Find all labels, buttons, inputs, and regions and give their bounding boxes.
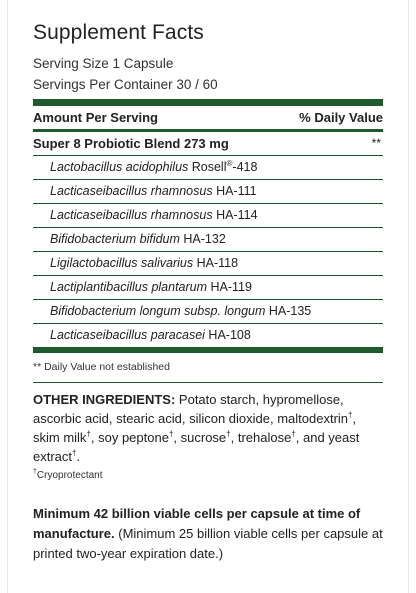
ingredient-text: , soy peptone: [90, 430, 169, 445]
strain-row: [33, 228, 383, 252]
strain-row: [33, 300, 383, 324]
amount-per-serving-header: Amount Per Serving: [33, 110, 158, 125]
blend-name: Super 8 Probiotic Blend 273 mg: [33, 136, 229, 151]
strain-list: [33, 156, 383, 348]
strain-species: Bifidobacterium longum subsp. longum: [50, 304, 266, 318]
serving-size: Serving Size 1 Capsule: [33, 56, 174, 71]
dagger-mark: †: [291, 429, 296, 439]
strain-row: [33, 324, 383, 348]
other-ingredients: [33, 390, 383, 466]
blend-row: [33, 132, 383, 156]
ingredient-text: , skim milk: [33, 411, 357, 445]
strain-row: [33, 156, 383, 180]
ingredient-text: Potato starch, hypromellose, ascorbic acid, stearic acid, silicon dioxide, maltodextrin: [33, 392, 349, 426]
viability-note: (Minimum 25 billion viable cells per capsule at printed two-year expiration date.): [33, 526, 383, 561]
serving-info: [33, 53, 383, 97]
other-ingredients-label: OTHER INGREDIENTS:: [33, 392, 176, 407]
strain-name: HA-119: [207, 280, 252, 294]
ingredient-text: .: [76, 449, 81, 464]
daily-value-footnote: ** Daily Value not established: [33, 361, 170, 373]
strain-name: Rosell: [188, 160, 227, 174]
supplement-facts-panel: [33, 20, 383, 564]
strain-row: [33, 204, 383, 228]
servings-per-container: Servings Per Container 30 / 60: [33, 77, 218, 92]
strain-species: Ligilactobacillus salivarius: [50, 256, 194, 270]
registered-mark: ®: [226, 158, 233, 168]
strain-name: HA-135: [265, 304, 312, 318]
dagger-mark: †: [348, 410, 353, 420]
dagger-mark: †: [72, 448, 77, 458]
dagger-mark: †: [168, 429, 174, 439]
strain-name: HA-114: [212, 208, 258, 222]
dagger-mark: †: [33, 468, 37, 476]
viability-bold: Minimum 42 billion viable cells per capsule at time of manufacture.: [33, 506, 361, 541]
strain-name: HA-108: [204, 328, 251, 342]
strain-name: HA-111: [212, 184, 257, 198]
dagger-mark: †: [86, 429, 91, 439]
ingredient-text: , sucrose: [173, 430, 227, 445]
table-header: [33, 106, 383, 129]
cryoprotectant-note: [33, 469, 383, 482]
panel-title: Supplement Facts: [33, 21, 204, 44]
strain-species: Lactobacillus acidophilus: [50, 160, 189, 174]
daily-value-header: % Daily Value: [299, 110, 383, 125]
strain-name: HA-118: [193, 256, 239, 270]
blend-daily-value: **: [371, 136, 381, 150]
ingredient-text: , and yeast extract: [33, 430, 360, 464]
strain-row: [33, 180, 383, 204]
strain-species: Lactiplantibacillus plantarum: [50, 280, 208, 294]
strain-name: HA-132: [179, 232, 226, 246]
strain-species: Lacticaseibacillus rhamnosus: [50, 184, 213, 198]
label-frame: [7, 0, 409, 593]
strain-species: Lacticaseibacillus paracasei: [50, 328, 205, 342]
strain-row: [33, 276, 383, 300]
strain-row: [33, 252, 383, 276]
strain-species: Lacticaseibacillus rhamnosus: [50, 208, 213, 222]
dagger-mark: †: [226, 429, 231, 439]
viability-statement: [33, 504, 383, 564]
thick-divider: [33, 99, 383, 106]
strain-species: Bifidobacterium bifidum: [50, 232, 180, 246]
footnote-divider: [33, 382, 383, 383]
cryoprotectant-text: Cryoprotectant: [36, 470, 103, 481]
strain-code: -418: [232, 160, 258, 174]
ingredient-text: , trehalose: [230, 430, 292, 445]
